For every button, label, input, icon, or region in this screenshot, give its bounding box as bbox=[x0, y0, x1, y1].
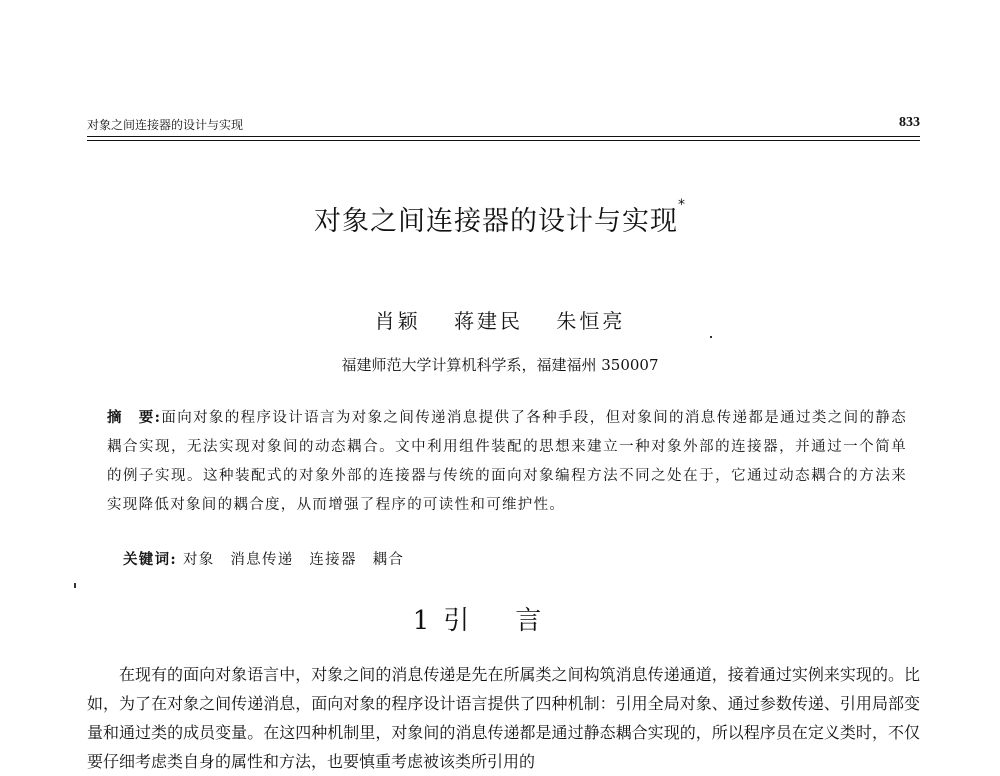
paper-title bbox=[0, 199, 1000, 238]
affiliation: 福建师范大学计算机科学系，福建福州 350007 bbox=[341, 356, 659, 374]
abstract bbox=[107, 403, 907, 520]
author-list bbox=[0, 305, 1000, 334]
section-heading bbox=[0, 600, 1000, 637]
header-rule bbox=[87, 136, 920, 137]
keywords-text: 对象 消息传递 连接器 耦合 bbox=[182, 552, 405, 568]
scan-speck bbox=[74, 583, 76, 588]
author-name: 肖颖 bbox=[374, 309, 421, 333]
paper-title-text: 对象之间连接器的设计与实现 bbox=[314, 206, 678, 237]
keywords-label: 关键词: bbox=[123, 551, 178, 568]
scan-speck bbox=[710, 336, 712, 338]
author-name: 蒋建民 bbox=[454, 309, 523, 333]
header-rule-thin bbox=[87, 140, 920, 141]
section-number: 1 bbox=[412, 606, 430, 636]
author-name: 朱恒亮 bbox=[556, 309, 626, 333]
running-header bbox=[87, 116, 920, 136]
abstract-text: 面向对象的程序设计语言为对象之间传递消息提供了各种手段，但对象间的消息传递都是通过类之间的静态耦合实现，无法实现对象间的动态耦合。文中利用组件装配的思想来建立一种对象外部的连接器，并通过一个简单的例子实现。这种装配式的对象外部的连接器与传统的面向对象编程方法不同之处在于，它通过动态耦合的方法来实现降低对象间的耦合度，从而增强了程序的可读性和可维护性。 bbox=[107, 410, 907, 513]
body-paragraph: 在现有的面向对象语言中，对象之间的消息传递是先在所属类之间构筑消息传递通道，接着通过实例来实现的。比如，为了在对象之间传递消息，面向对象的程序设计语言提供了四种机制：引用全局对象、通过参数传递、引用局部变量和通过类的成员变量。在这四种机制里，对象间的消息传递都是通过静态耦合实现的，所以程序员在定义类时，不仅要仔细考虑类自身的属性和方法，也要慎重考虑被该类所引用的 bbox=[87, 665, 920, 771]
section-title: 引言 bbox=[443, 606, 588, 636]
page-number: 833 bbox=[899, 115, 920, 130]
keywords bbox=[123, 548, 404, 569]
abstract-label: 摘 要: bbox=[107, 409, 162, 426]
title-footnote-mark: * bbox=[678, 197, 686, 213]
running-header-title: 对象之间连接器的设计与实现 bbox=[87, 118, 244, 132]
